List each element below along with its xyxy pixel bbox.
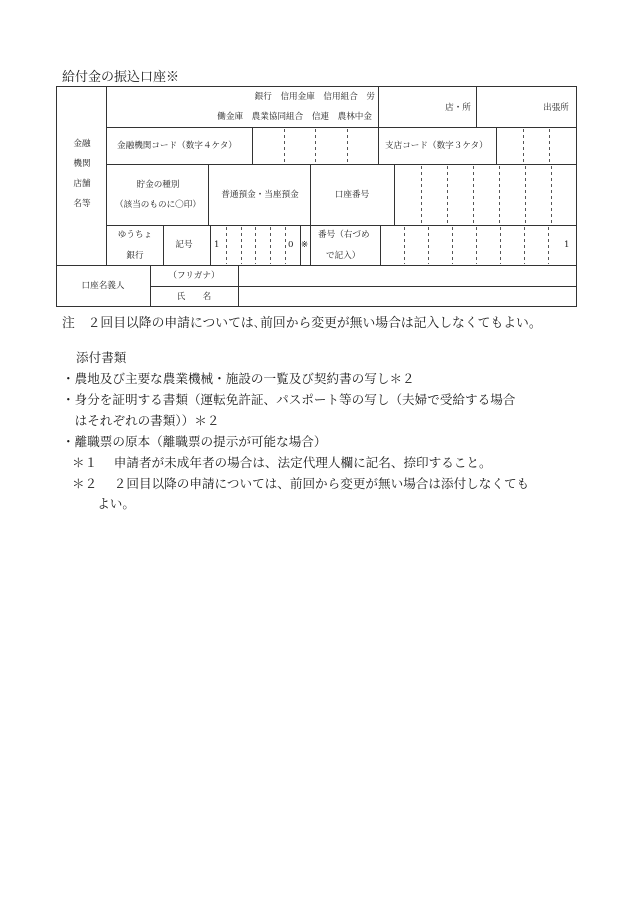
attachments-heading: 添付書類	[76, 350, 127, 365]
attachment-item: ・離職票の原本（離職票の提示が可能な場合）	[62, 434, 327, 449]
branch-type-office: 店・所	[445, 103, 471, 113]
account-number-label: 口座番号	[334, 190, 370, 200]
bank-group-label-1: 金融	[73, 139, 91, 149]
number-label-line2: で記入）	[326, 251, 361, 261]
institution-types-line2: 働金庫 農業協同組合 信連 農林中金	[217, 112, 372, 122]
symbol-label: 記号	[175, 240, 193, 250]
page-title: 給付金の振込口座※	[62, 70, 180, 85]
attachment-item: ・農地及び主要な農業機械・施設の一覧及び契約書の写し＊２	[62, 371, 415, 386]
form-note: 注 ２回目以降の申請については､前回から変更が無い場合は記入しなくてもよい。	[62, 316, 542, 331]
symbol-asterisk-mark: ※	[301, 240, 309, 250]
yucho-bank-label-line1: ゆうちょ	[117, 230, 153, 240]
symbol-first-digit: 1	[214, 240, 220, 250]
account-holder-label: 口座名義人	[81, 281, 125, 291]
institution-types-line1: 銀行 信用金庫 信用組合 労	[254, 92, 375, 102]
deposit-type-label: 貯金の種別	[136, 180, 180, 190]
branch-code-label: 支店コード（数字３ケタ）	[385, 141, 488, 151]
attachment-item: ・身分を証明する書類（運転免許証、パスポート等の写し（夫婦で受給する場合	[62, 392, 516, 407]
bank-group-label-4: 名等	[73, 199, 91, 209]
yucho-bank-label-line2: 銀行	[126, 251, 144, 261]
number-label-line1: 番号（右づめ	[318, 230, 370, 240]
attachment-footnote-1: ＊１ 申請者が未成年者の場合は、法定代理人欄に記名、捺印すること。	[72, 455, 492, 470]
symbol-last-digit: 0	[288, 240, 294, 250]
number-last-digit: 1	[564, 240, 570, 250]
bank-code-label: 金融機関コード（数字４ケタ）	[117, 141, 237, 151]
holder-name-label: 氏 名	[176, 292, 212, 302]
attachment-footnote-2: ＊２ ２回目以降の申請については、前回から変更が無い場合は添付しなくても	[72, 476, 530, 491]
branch-type-sub-office: 出張所	[543, 103, 569, 113]
bank-group-label-2: 機関	[73, 159, 91, 169]
furigana-label: （フリガナ）	[168, 271, 220, 281]
deposit-type-options: 普通預金・当座預金	[221, 190, 299, 200]
bank-group-label-3: 店舗	[73, 179, 91, 189]
attachment-item: はそれぞれの書類））＊２	[62, 413, 220, 428]
attachment-footnote-2-cont: よい。	[72, 496, 135, 511]
deposit-type-instruction: （該当のものに〇印）	[115, 200, 201, 210]
